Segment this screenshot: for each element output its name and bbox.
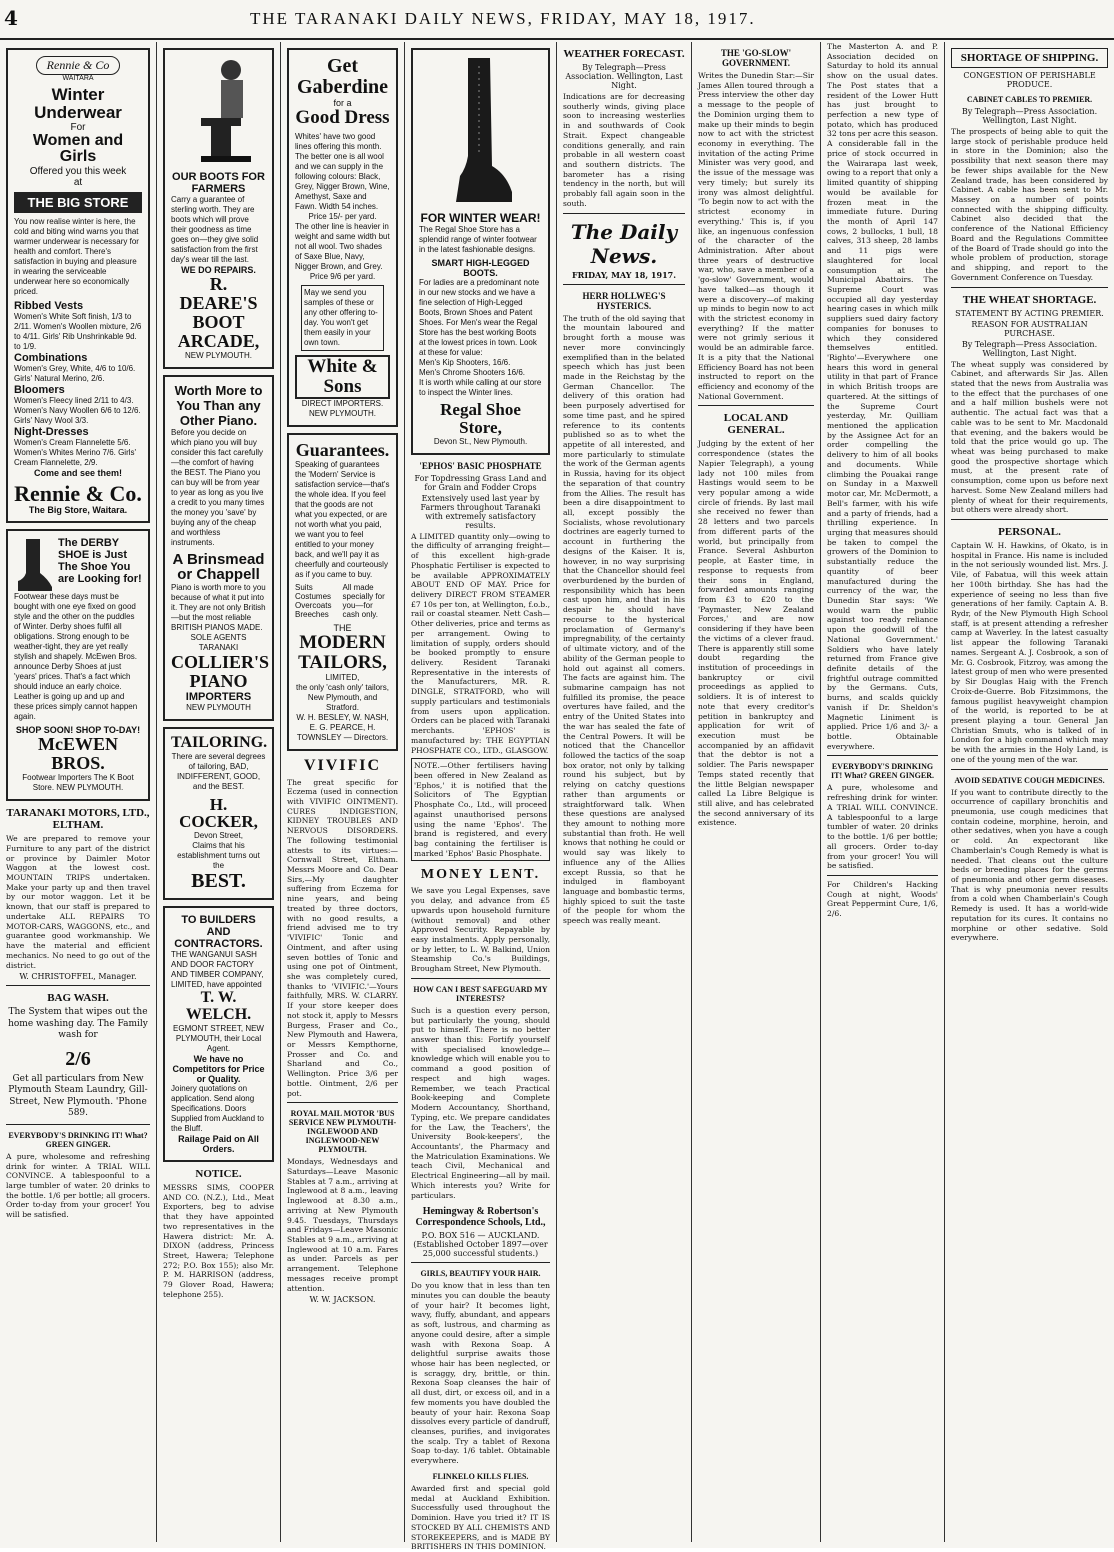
joinery: Joinery quotations on application. Send along Specifications. Doors Supplied from Auckland to the Bluff. [171,1083,264,1133]
deare-loc: NEW PLYMOUTH. [185,350,252,360]
boots-title: OUR BOOTS FOR FARMERS [172,171,265,195]
derby-head: The DERBY SHOE is Just The Shoe You are Looking for! [58,537,142,586]
colliers-name: COLLIER'S PIANO [171,652,270,691]
ginger2-body: A pure, wholesome and refreshing drink for winter. A TRIAL WILL CONVINCE. A tablespoonful to a large tumbler of water. 20 drinks to the bottle. 1/6 per bottle; all grocers. Order to-day from your grocer! You will be satisfied. [827,783,938,871]
gab-body2: The other line is heavier in weight and same width but not all wool. Two shades of Saxe Blue, Navy, Nigger Brown, and Grey. [295,221,390,271]
modern-name: MODERN TAILORS, [298,631,387,673]
night-body: Women's Cream Flannelette 5/6. Women's Whites Merino 7/6. Girls' Cream Flannelette, 2/9. [14,438,137,468]
modern-directors: W. H. BESLEY, W. NASH, E. G. PEARCE, H. TOWNSLEY — Directors. [296,712,389,742]
goslow-head: THE 'GO-SLOW' GOVERNMENT. [720,48,792,68]
combi-head: Combinations [14,352,88,365]
ribbed-head: Ribbed Vests [14,300,84,313]
regal-addr: Devon St., New Plymouth. [433,436,528,446]
editorial-head: HERR HOLLWEG'S HYSTERICS. [582,290,666,311]
safeguard-head: HOW CAN I BEST SAFEGUARD MY INTERESTS? [413,984,548,1003]
welch-name: T. W. WELCH. [185,989,252,1024]
taranaki-motors-sign: W. CHRISTOFFEL, Manager. [19,972,137,982]
mail-body: Mondays, Wednesdays and Saturdays—Leave Masonic Stables at 7 a.m., arriving at Inglewood at 8 a.m., leaving Inglewood at 8.30 a.m., arriving at New Plymouth 9.45. Tuesdays, Thursdays and Fridays—Leave Masonic Stables at 9 a.m., arriving at Inglewood at 10 a.m. Fares as under. Parcels as per arrangement. Telephone messages receive prompt attention. [287,1157,398,1293]
bagwash-price: 2/6 [65,1047,91,1070]
white-sons: White & Sons [295,355,390,399]
taranaki-motors-head: TARANAKI MOTORS, LTD., ELTHAM. [6,807,150,832]
winter-for: For [70,121,86,133]
mail-head: ROYAL MAIL MOTOR 'BUS SERVICE NEW PLYMOUTH-INGLEWOOD AND INGLEWOOD-NEW PLYMOUTH. [288,1109,397,1155]
night-head: Night-Dresses [14,426,89,439]
shipping-sub: CONGESTION OF PERISHABLE PRODUCE. [963,71,1096,89]
repairs: WE DO REPAIRS. [181,265,256,275]
column-8 [945,42,1114,1542]
column-4 [405,42,557,1552]
regal-shoe-ad [411,48,550,455]
shop-soon: SHOP SOON! SHOP TO-DAY! [15,725,141,736]
guarantees-body: Speaking of guarantees the 'Modern' Service is satisfaction service—that's the whole idea. If you feel that the goods are not what you expected, or are not worth what you paid, we want you to feel entitled to your money back, and we'll pay it as cheerfully and courteously as if you came to buy. [295,459,390,579]
come-see: Come and see them! [33,468,123,479]
welch-builders-ad [163,906,274,1162]
wheat-by: By Telegraph—Press Association. Wellington, Last Night. [961,339,1098,358]
kip-price: Men's Kip Shooters, 16/6. [419,358,511,367]
cough-head: AVOID SEDATIVE COUGH MEDICINES. [954,775,1105,785]
goslow-body: Writes the Dunedin Star:—Sir James Allen toured through a Press interview the other day a message to the people of the Dominion urging them to make up their minds to begin now to act with the strictest economy in everything. The invitation of the acting Prime Minister was very good, and the issue of the message was very timely; but surely its irony was almost delightful. 'To begin now to act with the strictest economy in everything.' This is, if you like, an ingenuous confession of the character of the Administration. After about three years of destructive war, who, save a member of a 'go-slow' Government, would have talked—as though it were a discovery—of making up minds to begin now to act with the strictest economy in everything? If the matter were not grimly serious it would be an admirable farce. It is a pity that the National Efficiency Board has not been instructed to report on the efficiency and economy of the National Government. [698,71,814,401]
winter-title: Winter Underwear [34,85,122,122]
cocker-best: BEST. [191,870,246,893]
bagwash-foot: Get all particulars from New Plymouth Steam Laundry, Gill-Street, New Plymouth. 'Phone 589. [8,1073,148,1119]
boot-illustration-icon [14,537,54,592]
winter-who: Women and Girls [32,131,124,166]
vivific-body: The great specific for Eczema (used in connection with VIVIFIC OINTMENT). CURES INDIGESTION, KIDNEY TROUBLES AND NERVOUS DISORDERS. The following testimonial attests to its virtues:— Cornwall Street, Eltham. Messrs Moore and Co. Dear Sirs,—My daughter suffering from Eczema for nine years, and being treated by three doctors, with no good results, a friend advised me to try 'VIVIFIC' Tonic and Ointment, and after using seven bottles of Tonic and using one pot of Ointment, she was completely cured, thanks to 'VIVIFIC.'—Yours faithfully, MRS. W. CLARRY. If your store keeper does not stock it, apply to Messrs Burgess, Fraser and Co., New Plymouth and Hawera, or Messrs Kempthorne, Prosser and Co. and Sharland and Co., Wellington. Price 3/6 per bottle. Ointment, 2/6 per pot. [287,777,398,1098]
modern-loc: New Plymouth, and Stratford. [307,692,378,712]
gab-price1: Price 15/- per yard. [308,211,377,221]
guarantees-head: Guarantees. [295,439,390,460]
guarantees-made: All made specially for you—for cash only. [342,582,385,619]
money-body: We save you Legal Expenses, save you delay, and advance from £5 upwards upon household furniture (without removal) and other Approved Security. Repayable by easy instalments. Apply personally, or by letter, to L. W. Balkind, Union Steamship Co.'s Buildings, Brougham Street, New Plymouth. [411,886,550,974]
cocker-addr: Devon Street, [194,831,243,841]
colliers-loc: NEW PLYMOUTH [186,702,251,712]
tailoring-body: There are several degrees of tailoring, BAD, INDIFFERENT, GOOD, and the BEST. [171,751,266,791]
cocker-tailoring-ad [163,727,274,900]
mcewen-sub: Footwear Importers The K Boot Store. NEW PLYMOUTH. [22,773,134,793]
personal-body: Captain W. H. Hawkins, of Okato, is in hospital in France. His name is included in the not seriously wounded list. Mrs. J. Vile, of Fabatua, will this week attain her 100th birthday. She has had the experience of seeing no less than five generations of her family. Captain A. B. Rydr, of the New Plymouth High School staff, is at present attending a refresher camp at Waverley. In the latest casualty list appear the following Taranaki names. Sergeant A. J. Cosbrook, a son of Mr. G. Cosbrook, Fitzroy, was among the latest group of men who were presented by Sir Douglas Haig with the French Croix-de-Guerre. Bob Fitzsimmons, the famous pugilist heavyweight champion of the world, is reported to be at present playing a tour. General Jan Christian Smuts, who is talked of in London for a high command which may be with the armies in the Holy Land, is one of the young men of the war. [951,541,1108,764]
deare-boot-ad [163,48,274,369]
ginger2-head: EVERYBODY'S DRINKING IT! What? GREEN GINGER. [831,762,934,781]
wheat-head: THE WHEAT SHORTAGE. [962,293,1097,306]
modern-the: THE [333,622,352,633]
guarantee-item: Breeches [295,609,329,619]
sole-agents: SOLE AGENTS TARANAKI [190,633,247,653]
cabinet-head: CABINET CABLES TO PREMIER. [966,95,1093,104]
ginger-head: EVERYBODY'S DRINKING IT! What? GREEN GINGER. [8,1130,148,1149]
shipping-head: SHORTAGE OF SHIPPING. [951,48,1108,68]
cocker-claim: Claims that his establishment turns out the [177,841,260,871]
page-number: 4 [4,6,18,30]
dateline: FRIDAY, MAY 18, 1917. [572,269,676,280]
ephos-used: Extensively used last year by Farmers throughout Taranaki with extremely satisfactory results. [420,493,541,530]
bloom-body: Women's Fleecy lined 2/11 to 4/3. Women's Navy Woollen 6/6 to 12/6. Girls' Navy Wool 3/3. [14,396,141,426]
rennie-logo-sub: WAITARA [62,75,94,82]
rennie-big: Rennie & Co. [14,481,142,507]
derby-body: Footwear these days must be bought with one eye fixed on good style and the other on the puddles of Winter. Derby shoes fulfil all obligations. Strong enough to be weather-tight, they are yet really stylish and shapely. McEwen Bros. announce Derby Shoes at just 'years' prices. That's a fact which should induce an early choice. Leather is going up and up and these prices simply cannot happen again. [14,592,138,722]
farmer-boot-illustration-icon [171,56,271,166]
high-legged-boot-illustration-icon [446,56,516,206]
tailoring-head: TAILORING. [171,733,268,751]
railage: Railage Paid on All Orders. [178,1133,259,1154]
bloom-head: Bloomers [14,384,65,397]
bagwash-head: BAG WASH. [47,992,109,1005]
piano-body: Before you decide on which piano you will buy consider this fact carefully—the comfort of having the BEST. The Piano you can buy will be from year to year as long as you live a credit to you many times the money you 'save' by buying any of the cheap and worthless instruments. [171,427,265,547]
ephos-note: NOTE.—Other fertilisers having been offered in New Zealand as 'Ephos,' it is notified that the Solicitors of The Egyptian Phosphate Co., Ltd., will proceed against unauthorised persons using the name 'Ephos'. The brand is registered, and every bag containing the fertiliser is marked 'Ephos' Basic Phosphate. [411,758,550,861]
weather-head: WEATHER FORECAST. [563,48,685,60]
gab-dress: Good Dress [295,107,390,128]
modern-tailors-ad [287,433,398,751]
guarantee-item: Suits [295,582,313,592]
ephos-sub: For Topdressing Grass Land and for Grain and Fodder Crops [414,473,547,492]
editorial-body: The truth of the old saying that the mountain laboured and brought forth a mouse was never more convincingly exemplified than in the belated speech which has just been made in the Reichstag by the German Chancellor. The delivery of this oration had been purposely advertised for some time past, and he spired reference to its contents published so as to whet the appetite of all interested, and more particularly to stimulate the work of the German agents in Russia, having for its object the separation of that country from the Allies. The result has been a dire disappointment to all, except possibly the Socialists, whose revolutionary doctrines are eagerly turned to account in furthering the designs of the Kaiser. It is, however, in no way surprising that the Chancellor should feel overburdened by the burden of responsibility which has been cast upon him, and that in his despair he should have recourse to the hysterical proclamation of Germany's impregnability, of the certainty of ultimate victory, and of the ability of the German people to hold out against all comers. The facts are against him. The submarine campaign has not fulfilled its promise, the peace overtures have failed, and the entry of the United States into the war has sealed the fate of the Central Powers. It will be noticed that the Chancellor followed the tactics of the soap box orator, not only by talking round his subject, but by relying on catchy questions rather than arguments or straightforward talk. When these questions are analysed they amount to nothing more substantial than froth. He well knows that nothing he could or would say was likely to influence any of the Allies except Russia, so that he indulged in flamboyant language and bombastic terms, highly spiced to suit the taste of the people for whom the speech was really meant. [563,313,685,926]
builders-head: TO BUILDERS AND CONTRACTORS. [174,914,263,951]
deare-name: R. DEARE'S BOOT ARCADE, [177,274,260,351]
column-3 [281,42,405,1542]
children-cough: For Children's Hacking Cough at night, Woods' Great Peppermint Cure, 1/6, 2/6. [827,879,938,919]
piano-head: Worth More to You Than any Other Piano. [174,382,263,428]
winter-wear-head: FOR WINTER WEAR! [420,211,541,225]
ephos-head: 'EPHOS' BASIC PHOSPHATE [419,460,542,471]
notice-body: MESSRS SIMS, COOPER AND CO. (N.Z.), Ltd., Meat Exporters, beg to advise that they have appointed two representatives in the Hawera district: Mr. A. DIXON (address, Princess Street, Hawera; Telephone 272; P.O. Box 155); also Mr. P. M. HARRISON (address, 79 Glover Road, Hawera; telephone 255). [163,1182,274,1299]
cocker-name: H. COCKER, [179,794,258,832]
brinsmead-body: Piano is worth more to you because of what it put into it. They are not only British—but the most reliable BRITISH PIANOS MADE. [171,583,266,633]
winter-body: You now realise winter is here, the cold and biting wind warns you that warmer underwear is necessary for health and comfort. There's satisfaction in buying and pleasure in wearing the serviceable underwear here so economically priced. [14,217,139,297]
welch-addr: EGMONT STREET, NEW PLYMOUTH, their Local Agent. [173,1023,264,1053]
weather-by: By Telegraph—Press Association. Wellington, Last Night. [565,63,683,90]
guarantee-item: Costumes [295,591,332,601]
mail-sign: W. W. JACKSON. [309,1295,376,1305]
local-head: LOCAL AND GENERAL. [723,412,789,437]
gab-word: Gaberdine [296,76,389,98]
wheat-body: The wheat supply was considered by Cabinet, and afterwards Sir Jas. Allen stated that the news from Australia was to the effect that the purchases of one and a half million bushels were not authentic. The actual fact was that a cable was to be sent to Mr. Macdonald that evening, and the bakers would be told that the price would go up. The wheat was being purchased to make good the prospective shortage which must, at the present rate of consumption, come upon us before next harvest. Some New Zealand millers had plenty of wheat for their requirements, but others were already short. [951,359,1108,515]
builders-body: THE WANGANUI SASH AND DOOR FACTORY AND TIMBER COMPANY, LIMITED, have appointed [171,950,264,990]
no-competitors: We have no Competitors for Price or Quality. [172,1053,265,1084]
regal-body: The Regal Shoe Store has a splendid range of winter footwear in the latest fashionable designs. [419,225,537,254]
nameplate: The Daily News. [570,219,678,268]
gab-body: Whites' have two good lines offering this month. The better one is all wool and we can supply in the following colours: Black, Grey, Nigger Brown, Wine, Amethyst, Saxe and Fawn. Width 54 inches. [295,131,390,211]
safeguard-body: Such is a question every person, but particularly the young, should put to himself. There is no better answer than this: Fortify yourself with specialised knowledge—knowledge which will enable you to command a good position of respect and high wages. Remember, we teach Practical Book-keeping and Complete Modern Accountancy, Shorthand, Typing, etc. We prepare candidates for the Law, the Teachers', the University Book-keepers', the Accountants', the Pharmacy and the Matriculation Examinations. We teach Civil, Mechanical and Electrical Engineering—all by mail. Which interests you? Write for particulars. [411,1005,550,1200]
money-head: MONEY LENT. [420,867,541,883]
rennie-tag: The Big Store, Waitara. [28,505,128,516]
flies-head: FLINKELO KILLS FLIES. [432,1471,529,1481]
column-5 [557,42,692,1542]
winter-at: at [73,177,83,189]
taranaki-motors-body: We are prepared to remove your Furniture to any part of the district or province by Daimler Motor Waggon at the lowest cost. MOUNTAIN TRIPS undertaken. Make your party up and then travel by our motor waggon. Let it be known, that our staff is prepared to undertake ALL REPAIRS TO MOTOR-CARS, WAGGONS, etc., and guarantee good workmanship. We have the material and efficient mechanics. No need to go out of the district. [6,834,150,970]
masthead-title: THE TARANAKI DAILY NEWS, FRIDAY, MAY 18, 1917. [250,9,756,28]
gab-price2: Price 9/6 per yard. [309,271,376,281]
ephos-body: A LIMITED quantity only—owing to the difficulty of arranging freight—of this excellent high-grade Phosphatic Fertiliser is expected to be available APPROXIMATELY ABOUT END OF MAY. Price for delivery DIRECT FROM STEAMER £7 10s per ton, at Wellington, f.o.b., rail or coastal steamer. Nett Cash—Other deliveries, price and terms as per arrangement. Owing to limitation of supply, orders should be booked promptly to ensure delivery. Resident Taranaki Representative in the interests of the Manufacturers, MR. R. DINGLE, STRATFORD, who will supply particulars and testimonials from users upon application. Orders can be placed with Taranaki merchants. 'EPHOS' is manufactured by: THE EGYPTIAN PHOSPHATE CO., LTD., GLASGOW. [411,531,550,755]
regal-name: Regal Shoe Store, [440,400,521,437]
mcewen-name: McEWEN BROS. [38,734,118,774]
chrome-price: Men's Chrome Shooters 16/6. [419,368,526,377]
modern-cash: the only 'cash only' tailors, [296,682,389,692]
hemingway: Hemingway & Robertson's Correspondence Schools, Ltd., [415,1206,546,1229]
ginger-body: A pure, wholesome and refreshing drink for winter. A TRIAL WILL CONVINCE. A tablespoonful to a large tumbler of water. 20 drinks to the bottle. 1/6 per bottle; all grocers. Order to-day from your grocer! You will be satisfied. [6,1151,150,1220]
rennie-logo: Rennie & Co [36,56,121,75]
gab-samples: May we send you samples of these or any other offering to-day. You won't get them easily in your own town. [301,285,384,351]
notice-head: NOTICE. [195,1167,242,1180]
gab-for: for a [333,98,352,108]
rennie-underwear-ad [6,48,150,523]
cough-body: If you want to contribute directly to the occurrence of capillary bronchitis and pneumonia, use cough medicines that contain codeine, morphine, heroin, and other sedatives, when you have a cough or cold. An expectorant like Chamberlain's Cough Remedy is what is needed. That cleans out the culture beds or breeding places for the germs of pneumonia and other germ diseases. That is why pneumonia never results from a cold when Chamberlain's Cough Remedy is used. It has a world-wide reputation for its cures. It contains no morphine or other sedative. Sold everywhere. [951,787,1108,943]
big-store-label: THE BIG STORE [14,192,142,213]
gaberdine-ad [287,48,398,427]
masterton-body: The Masterton A. and P. Association decided on Saturday to hold its annual show on the usual dates. The Post states that a resident of the Lower Hutt has just brought to perfection a new type of potato, which has produced 32 tons per acre this season. A considerable fall in the price of stock occurred in the Wairarapa last week, owing to a report that only a limited quantity of shipping would be available for frozen meat in the immediate future. During the month of April 147 cows, 2 bullocks, 1 bull, 18 calves, 313 sheep, 28 lambs and 11 pigs were slaughtered for local consumption at the Municipal Abattoirs. The Supreme Court was occupied all day yesterday hearing cases in which milk suppliers sued dairy factory companies for bonuses to which they considered themselves entitled. 'Righto'—Everywhere one hears this word in general utility in that part of France in which British troops are quartered. At the sittings of the Supreme Court yesterday, Mr. Quilliam mentioned the application by the Assignee Act for an order compelling the delivery to him of all books and documents. While climbing the Pouakai range on Sunday in a Maxwell motor car, Mr. McDermott, a Bell's farmer, with his wife and a party of friends, had a thrilling experience. In urging that measures should be taken to compel the growers of the Dominion to substantially reduce the quantity of beer manufactured during the currency of the war, the Dunedin Star says: 'We would warn the public against too ready reliance upon the goodwill of the National Government.' Soldiers who have lately returned from France give definite details of the frightful outrage committed by the Germans. Cuts, burns, and scalds quickly vanish if Dr. Sheldon's Magnetic Liniment is applied. Price 1/6 and 3/- a bottle. Obtainable everywhere. [827,42,938,751]
column-1 [0,42,157,1542]
personal-head: PERSONAL. [998,526,1061,538]
weather-body: Indications are for decreasing southerly winds, giving place soon to increasing westerlies in and southwards of Cook Strait. Expect changeable conditions generally, and rain probable in all western coast and southern districts. The barometer has a rising tendency in the north, but will probably fall again soon in the south. [563,92,685,208]
brinsmead: A Brinsmead or Chappell [172,550,265,584]
hemingway-addr: P.O. BOX 516 — AUCKLAND. (Established October 1897—over 25,000 successful students.) [413,1231,548,1259]
winter-offer: Offered you this week [29,166,127,178]
vivific-head: VIVIFIC [303,756,382,774]
smart-body: For ladies are a predominant note in our new stocks and we have a fine selection of High-Legged Boots, Brown Shoes and Patent Shoes. For Men's wear the Regal Store has the best working Boots at the lowest prices in town. Look at these for value: [419,278,540,357]
column-7 [821,42,945,1542]
smart-head: SMART HIGH-LEGGED BOOTS. [431,258,530,278]
importers: IMPORTERS [185,690,252,703]
wheat-reason: REASON FOR AUSTRALIAN PURCHASE. [971,319,1088,338]
column-6 [692,42,821,1542]
masthead [0,0,1114,40]
column-2 [157,42,281,1542]
ribbed-body: Women's White Soft finish, 1/3 to 2/11. Women's Woollen mixture, 2/6 to 4/11. Girls' Rib Unshrinkable 9d. to 1/9. [14,312,142,352]
hair-body: Do you know that in less than ten minutes you can double the beauty of your hair? It becomes light, wavy, fluffy, abundant, and appears as soft, lustrous, and charming as anyone could desire, after a simple wash with Rexona Soap. A delightful surprise awaits those whose hair has been neglected, or is scraggy, dry, brittle, or thin. Rexona Soap cleanses the hair of all dust, dirt, or excess oil, and in a few moments you have doubled the beauty of your hair. Rexona Soap dissolves every particle of dandruff, cleanses, purifies, and invigorates the scalp. Try a tablet of Rexona Soap to-day. 1/6 tablet. Obtainable everywhere. [411,1281,550,1466]
flies-body: Awarded first and special gold medal at Auckland Exhibition. Successfully used throughout the Dominion. Have you tried it? IT IS STOCKED BY ALL CHEMISTS AND STOREKEEPERS, and is MADE BY BRITISHERS IN THIS DOMINION. [411,1483,550,1552]
cabinet-body: The prospects of being able to quit the large stock of perishable produce held in store in the Dominion; also the possibility that next season there may be fewer ships available for the New Zealand trade, has been considered by Cabinet. A cable has been sent to Mr. Massey on a number of points connected with the shipping difficulty. Cabinet also decided that the conference of the National Efficiency Board and the Regulations Committee of the Board of Trade should go into the whole problem of production, storage and shipping, and report to the Government Conference on Tuesday. [951,127,1108,282]
derby-shoe-ad [6,529,150,801]
hair-head: GIRLS, BEAUTIFY YOUR HAIR. [420,1269,541,1279]
bagwash-body: The System that wipes out the home washing day. The Family wash for [8,1007,148,1041]
colliers-piano-ad [163,375,274,721]
modern-ltd: LIMITED, [325,672,360,682]
cabinet-by: By Telegraph—Press Association. Wellington, Last Night. [961,107,1098,125]
combi-body: Women's Grey, White, 4/6 to 10/6. Girls' Natural Merino, 2/6. [14,364,136,384]
guarantee-item: Overcoats [295,600,332,610]
white-sons-sub: DIRECT IMPORTERS. NEW PLYMOUTH. [301,398,384,418]
worth-while: It is worth while calling at our store to inspect the Winter lines. [419,378,542,397]
boots-body: Carry a guarantee of sterling worth. They are boots which will prove their goodness as time goes on—they give solid satisfaction from the first day's wear till the last. [171,195,259,264]
gab-get: Get [326,55,359,77]
local-body: Judging by the extent of her correspondence (states the Napier Telegraph), a young lady not 100 miles from Hastings would seem to be very popular among a wide circle of friends. By last mail she received no fewer than 28 letters and two parcels from different parts of the world, but principally from France. Several Ashburton people, at Easter time, in response to requests from their sons in England, forwarded amounts ranging from £3 to £20 to the 'Paymaster, New Zealand Forces,' and are now considering if they have been the victims of a clever fraud. There is apparently still some doubt regarding the institution of proceedings in bankruptcy or civil proceedings as applied to soldiers. It is of interest to note that every creditor's petition in bankruptcy and application for writ of execution must be accompanied by an affidavit that the debtor is not a soldier. The Paris newspaper Temps stated recently that the little Belgian newspaper called La Libre Belgique is still alive, and has celebrated the second anniversary of its existence. [698,439,814,828]
wheat-sub: STATEMENT BY ACTING PREMIER. [955,308,1104,318]
